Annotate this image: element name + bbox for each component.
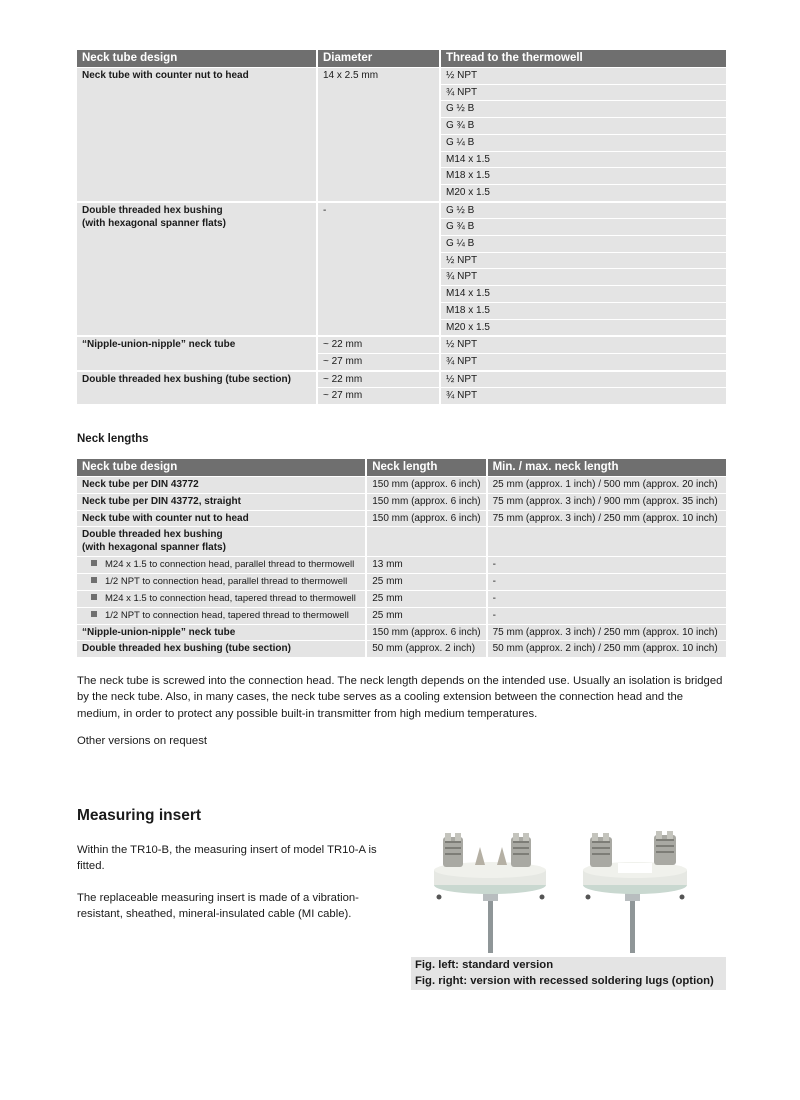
thread-cell: M18 x 1.5 xyxy=(441,302,726,319)
table-row xyxy=(77,335,726,353)
neck-length-cell: 150 mm (approx. 6 inch) xyxy=(367,624,487,641)
design-cell: Double threaded hex bushing (tube section) xyxy=(77,370,318,404)
thread-cell: ½ NPT xyxy=(441,335,726,353)
thread-cell: G ½ B xyxy=(441,100,726,117)
neck-tube-description: The neck tube is screwed into the connection head. The neck length depends on the intended use. Usually an isolation is bridged by the neck tube. Also, in many cases, the neck tube serves as a cooling extension between the connection head and the medium, in order to protect any possible built-in transmitter from high medium temperatures. xyxy=(77,675,723,720)
thread-cell: G ¾ B xyxy=(441,218,726,235)
design-cell: “Nipple-union-nipple” neck tube xyxy=(77,624,367,641)
min-max-cell xyxy=(488,526,726,556)
design-cell xyxy=(77,607,367,624)
thread-cell: ½ NPT xyxy=(441,67,726,84)
diameter-cell: ~ 22 mm xyxy=(318,335,441,353)
design-cell: Neck tube per DIN 43772, straight xyxy=(77,493,367,510)
column-header: Neck tube design xyxy=(77,50,318,67)
bullet-icon xyxy=(91,594,97,600)
design-cell xyxy=(77,526,367,556)
measuring-insert-standard-photo xyxy=(425,825,555,953)
diameter-cell: ~ 27 mm xyxy=(318,387,441,404)
neck-length-cell: 25 mm xyxy=(367,590,487,607)
table-row xyxy=(77,573,726,590)
design-cell: Neck tube with counter nut to head xyxy=(77,510,367,527)
measuring-insert-text-1: Within the TR10-B, the measuring insert of model TR10-A is fitted. xyxy=(77,844,377,873)
design-cell: Double threaded hex bushing (tube section) xyxy=(77,640,367,657)
measuring-insert-recessed-lugs-photo xyxy=(580,825,710,953)
design-name: 1/2 NPT to connection head, tapered thread to thermowell xyxy=(105,609,349,621)
design-name: M24 x 1.5 to connection head, parallel thread to thermowell xyxy=(105,559,355,571)
table-row xyxy=(77,493,726,510)
table-row xyxy=(77,640,726,657)
column-header: Neck length xyxy=(367,459,487,476)
min-max-cell: 25 mm (approx. 1 inch) / 500 mm (approx. 20 inch) xyxy=(488,476,726,493)
other-versions-note: Other versions on request xyxy=(77,735,207,747)
neck-length-cell: 13 mm xyxy=(367,556,487,573)
design-name: M24 x 1.5 to connection head, tapered thread to thermowell xyxy=(105,592,356,604)
neck-length-cell: 150 mm (approx. 6 inch) xyxy=(367,476,487,493)
design-name: 1/2 NPT to connection head, parallel thread to thermowell xyxy=(105,576,348,588)
table-row xyxy=(77,370,726,388)
design-cell xyxy=(77,67,318,201)
diameter-cell: 14 x 2.5 mm xyxy=(318,67,441,201)
thread-cell: G ¾ B xyxy=(441,117,726,134)
bullet-icon xyxy=(91,560,97,566)
section-heading-neck-lengths: Neck lengths xyxy=(77,433,149,445)
min-max-cell: - xyxy=(488,556,726,573)
column-header: Diameter xyxy=(318,50,441,67)
neck-length-cell xyxy=(367,526,487,556)
diameter-cell: ~ 27 mm xyxy=(318,353,441,370)
column-header: Min. / max. neck length xyxy=(488,459,726,476)
table-row xyxy=(77,556,726,573)
design-cell: Neck tube per DIN 43772 xyxy=(77,476,367,493)
figure-caption xyxy=(411,957,726,990)
section-heading-measuring-insert: Measuring insert xyxy=(77,807,202,824)
neck-length-cell: 50 mm (approx. 2 inch) xyxy=(367,640,487,657)
design-name: Double threaded hex bushing xyxy=(82,204,223,216)
design-name: (with hexagonal spanner flats) xyxy=(82,542,226,554)
neck-length-cell: 25 mm xyxy=(367,573,487,590)
table-row xyxy=(77,510,726,527)
design-name: Double threaded hex bushing xyxy=(82,529,223,541)
design-name: Neck tube with counter nut to head xyxy=(82,70,249,81)
diameter-cell: - xyxy=(318,201,441,336)
thread-cell: M14 x 1.5 xyxy=(441,151,726,168)
table-row xyxy=(77,624,726,641)
thread-cell: ¾ NPT xyxy=(441,387,726,404)
thread-cell: M18 x 1.5 xyxy=(441,167,726,184)
table-row xyxy=(77,67,726,84)
diameter-cell: ~ 22 mm xyxy=(318,370,441,388)
bullet-icon xyxy=(91,611,97,617)
min-max-cell: - xyxy=(488,607,726,624)
neck-lengths-table xyxy=(77,459,726,657)
min-max-cell: 75 mm (approx. 3 inch) / 250 mm (approx. 10 inch) xyxy=(488,624,726,641)
design-cell xyxy=(77,556,367,573)
column-header: Neck tube design xyxy=(77,459,367,476)
min-max-cell: 50 mm (approx. 2 inch) / 250 mm (approx. 10 inch) xyxy=(488,640,726,657)
caption-right: Fig. right: version with recessed soldering lugs (option) xyxy=(415,974,714,987)
table-row xyxy=(77,590,726,607)
table-row xyxy=(77,476,726,493)
table-row xyxy=(77,607,726,624)
thread-cell: M14 x 1.5 xyxy=(441,285,726,302)
thread-cell: G ¼ B xyxy=(441,134,726,151)
thread-table xyxy=(77,50,726,404)
table-row xyxy=(77,201,726,219)
design-cell xyxy=(77,573,367,590)
table-header-row xyxy=(77,50,726,67)
neck-length-cell: 25 mm xyxy=(367,607,487,624)
table-header-row xyxy=(77,459,726,476)
thread-cell: ½ NPT xyxy=(441,252,726,269)
thread-cell: ¾ NPT xyxy=(441,268,726,285)
design-cell xyxy=(77,201,318,336)
table-row xyxy=(77,526,726,556)
measuring-insert-text-2: The replaceable measuring insert is made of a vibration-resistant, sheathed, mineral-insulated cable (MI cable). xyxy=(77,892,359,921)
design-cell xyxy=(77,590,367,607)
min-max-cell: - xyxy=(488,573,726,590)
min-max-cell: 75 mm (approx. 3 inch) / 900 mm (approx. 35 inch) xyxy=(488,493,726,510)
thread-cell: G ¼ B xyxy=(441,235,726,252)
thread-cell: ¾ NPT xyxy=(441,353,726,370)
neck-length-cell: 150 mm (approx. 6 inch) xyxy=(367,510,487,527)
design-name-line2: (with hexagonal spanner flats) xyxy=(82,218,226,230)
thread-cell: M20 x 1.5 xyxy=(441,184,726,201)
caption-left: Fig. left: standard version xyxy=(415,959,554,971)
min-max-cell: - xyxy=(488,590,726,607)
thread-cell: ¾ NPT xyxy=(441,84,726,101)
thread-cell: ½ NPT xyxy=(441,370,726,388)
bullet-icon xyxy=(91,577,97,583)
min-max-cell: 75 mm (approx. 3 inch) / 250 mm (approx. 10 inch) xyxy=(488,510,726,527)
thread-cell: M20 x 1.5 xyxy=(441,319,726,336)
neck-length-cell: 150 mm (approx. 6 inch) xyxy=(367,493,487,510)
design-cell: “Nipple-union-nipple” neck tube xyxy=(77,335,318,369)
thread-cell: G ½ B xyxy=(441,201,726,219)
column-header: Thread to the thermowell xyxy=(441,50,726,67)
